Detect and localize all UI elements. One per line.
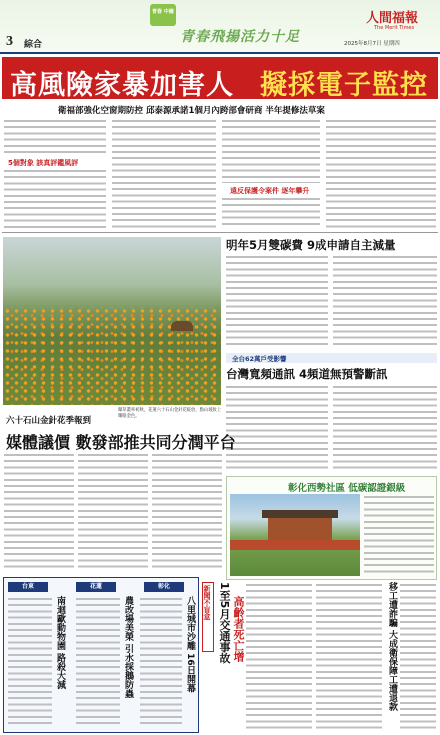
- issue-date: 2025年8月7日 星期四: [344, 41, 400, 47]
- garden-caption: [364, 494, 434, 576]
- lead-body-col2: [112, 118, 216, 228]
- flower-caption: 六十石山金針花季報到: [6, 416, 92, 426]
- header-rule: [0, 52, 440, 54]
- broadband-body-col1: [226, 384, 328, 470]
- garden-headline: 彰化西勢社區 低碳認證銀級: [288, 483, 406, 494]
- media-body-col3: [152, 452, 222, 572]
- brand-english: The Merit Times: [374, 25, 415, 31]
- flower-photo: [3, 237, 221, 405]
- taitung-body: [8, 596, 52, 728]
- newsbox-label: 新聞不盲盒: [202, 582, 214, 652]
- lead-headline-2: 擬採電子監控: [260, 70, 428, 101]
- hualien-body: [76, 596, 120, 728]
- carbon-headline: 明年5月雙碳費 9成申請自主減量: [226, 238, 396, 252]
- section-label: 綜合: [24, 40, 43, 50]
- garden-roof: [262, 510, 338, 518]
- pavilion: [171, 321, 193, 331]
- migrant-body: [400, 582, 436, 732]
- lead-subhead-1: 5個對象 該真評鑑風評: [8, 159, 79, 167]
- garden-photo: [230, 494, 360, 576]
- carbon-body-col2: [333, 254, 437, 348]
- traffic-body-col1: [246, 582, 312, 732]
- slogan: 青春飛揚活力十足: [180, 29, 300, 45]
- masthead: [0, 0, 440, 52]
- slogan-small: 青春 中國: [152, 9, 174, 15]
- lead-body-col3b: [222, 196, 320, 228]
- brand-logo: 人間福報: [366, 11, 419, 26]
- lead-body-col4: [326, 118, 436, 228]
- media-body-col1: [4, 452, 74, 572]
- tag-changhua: 彰化: [144, 582, 184, 592]
- traffic-headline-1: 1至5月交通事故: [218, 582, 231, 664]
- flower-caption-small: 曝草叢率初秋，花蓮六十石山金針花綻放，點山坡妝上耀眼金色。: [118, 408, 222, 419]
- section-divider: [2, 232, 438, 233]
- changhua-headline: 八里城市沙雕 16日開幕: [185, 596, 195, 693]
- changhua-body: [140, 596, 182, 728]
- lead-headline-1: 高風險家暴加害人: [10, 70, 234, 101]
- tag-hualien: 花蓮: [76, 582, 116, 592]
- broadband-headline: 台灣寬頻通訊 4頻道無預警斷訊: [226, 367, 388, 381]
- migrant-headline: 移工遭詐騙 大成衛保障工遭退款: [387, 582, 397, 712]
- traffic-headline-2: 高齡者死亡增: [232, 596, 245, 662]
- media-headline: 媒體議價 數發部推共同分潤平台: [6, 433, 236, 452]
- broadband-band-text: 全台62萬戶受影響: [232, 355, 287, 363]
- lead-body-col1: [4, 118, 106, 155]
- traffic-body-col2: [316, 582, 382, 732]
- lead-body-col1b: [4, 168, 106, 228]
- lead-subhead-2: 遠反保護令案件 逐年攀升: [230, 187, 310, 195]
- lead-body-col3: [222, 118, 320, 183]
- broadband-body-col2: [333, 384, 437, 470]
- garden-wall: [230, 540, 360, 550]
- taitung-headline: 南迴歐動物園 路殺大減: [55, 596, 65, 690]
- carbon-body-col1: [226, 254, 328, 348]
- media-body-col2: [78, 452, 148, 572]
- slogan-badge: [150, 4, 176, 26]
- hualien-headline: 農改場美榮 引水採鵝防蟲: [123, 596, 133, 699]
- lead-subheadline: 衛福部強化空窗期防控 邱泰源承諾1個月內跨部會研商 半年提修法草案: [58, 106, 325, 116]
- tag-taitung: 台東: [8, 582, 48, 592]
- page-number: 3: [6, 34, 13, 49]
